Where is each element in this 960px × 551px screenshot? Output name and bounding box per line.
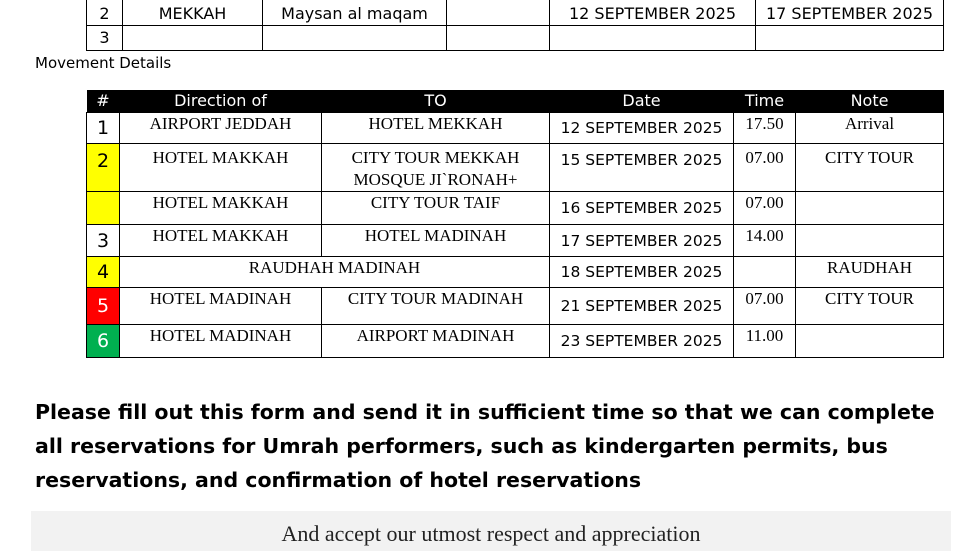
date-cell: 17 SEPTEMBER 2025 [550,225,734,257]
to-line-2: MOSQUE JI`RONAH+ [353,170,518,189]
to-cell: HOTEL MADINAH [322,225,550,257]
time-cell: 07.00 [734,144,796,192]
date-cell: 12 SEPTEMBER 2025 [550,113,734,144]
check-out-cell: 17 SEPTEMBER 2025 [756,0,944,26]
header-time: Time [734,90,796,113]
to-line-1: CITY TOUR MEKKAH [351,148,520,167]
note-cell [796,192,944,225]
time-cell: 07.00 [734,192,796,225]
footer-box [31,511,951,551]
check-in-cell [550,26,756,51]
table-row [87,192,944,225]
date-cell: 15 SEPTEMBER 2025 [550,144,734,192]
header-from: Direction of [120,90,322,113]
blank-cell [447,26,550,51]
note-cell [796,325,944,358]
date-cell: 18 SEPTEMBER 2025 [550,257,734,288]
row-number: 3 [87,26,123,51]
footer-text: And accept our utmost respect and appreciation [281,521,701,546]
movement-table [86,90,944,358]
hotel-table [86,0,944,51]
check-in-cell: 12 SEPTEMBER 2025 [550,0,756,26]
to-cell: CITY TOUR TAIF [322,192,550,225]
row-number [87,192,120,225]
note-cell: CITY TOUR [796,288,944,325]
time-cell: 17.50 [734,113,796,144]
combined-cell: RAUDHAH MADINAH [120,257,550,288]
date-cell: 21 SEPTEMBER 2025 [550,288,734,325]
check-out-cell [756,26,944,51]
hotel-cell: Maysan al maqam [263,0,447,26]
city-cell: MEKKAH [123,0,263,26]
note-cell: CITY TOUR [796,144,944,192]
hotel-cell [263,26,447,51]
header-row [87,90,944,113]
from-cell: HOTEL MAKKAH [120,144,322,192]
date-cell: 23 SEPTEMBER 2025 [550,325,734,358]
section-title: Movement Details [35,54,172,72]
table-row [87,144,944,192]
to-cell [322,144,550,192]
header-to: TO [322,90,550,113]
row-number: 6 [87,325,120,358]
row-number: 2 [87,144,120,192]
note-cell [796,225,944,257]
time-cell [734,257,796,288]
to-cell: CITY TOUR MADINAH [322,288,550,325]
from-cell: HOTEL MAKKAH [120,225,322,257]
to-cell: HOTEL MEKKAH [322,113,550,144]
header-date: Date [550,90,734,113]
from-cell: HOTEL MADINAH [120,325,322,358]
header-note: Note [796,90,944,113]
row-number: 5 [87,288,120,325]
table-row [87,325,944,358]
table-row [87,225,944,257]
city-cell [123,26,263,51]
note-cell: RAUDHAH [796,257,944,288]
row-number: 3 [87,225,120,257]
to-cell: AIRPORT MADINAH [322,325,550,358]
time-cell: 14.00 [734,225,796,257]
table-row [87,288,944,325]
from-cell: HOTEL MAKKAH [120,192,322,225]
row-number: 2 [87,0,123,26]
table-row [87,0,944,26]
from-cell: AIRPORT JEDDAH [120,113,322,144]
table-row [87,113,944,144]
date-cell: 16 SEPTEMBER 2025 [550,192,734,225]
header-num: # [87,90,120,113]
table-row [87,26,944,51]
time-cell: 11.00 [734,325,796,358]
time-cell: 07.00 [734,288,796,325]
note-cell: Arrival [796,113,944,144]
row-number: 1 [87,113,120,144]
from-cell: HOTEL MADINAH [120,288,322,325]
row-number: 4 [87,257,120,288]
blank-cell [447,0,550,26]
table-row [87,257,944,288]
notice-paragraph: Please fill out this form and send it in sufficient time so that we can complete all reservations for Umrah performers, such as kindergarten permits, bus reservations, and confirmation of hotel reservations [35,400,935,492]
